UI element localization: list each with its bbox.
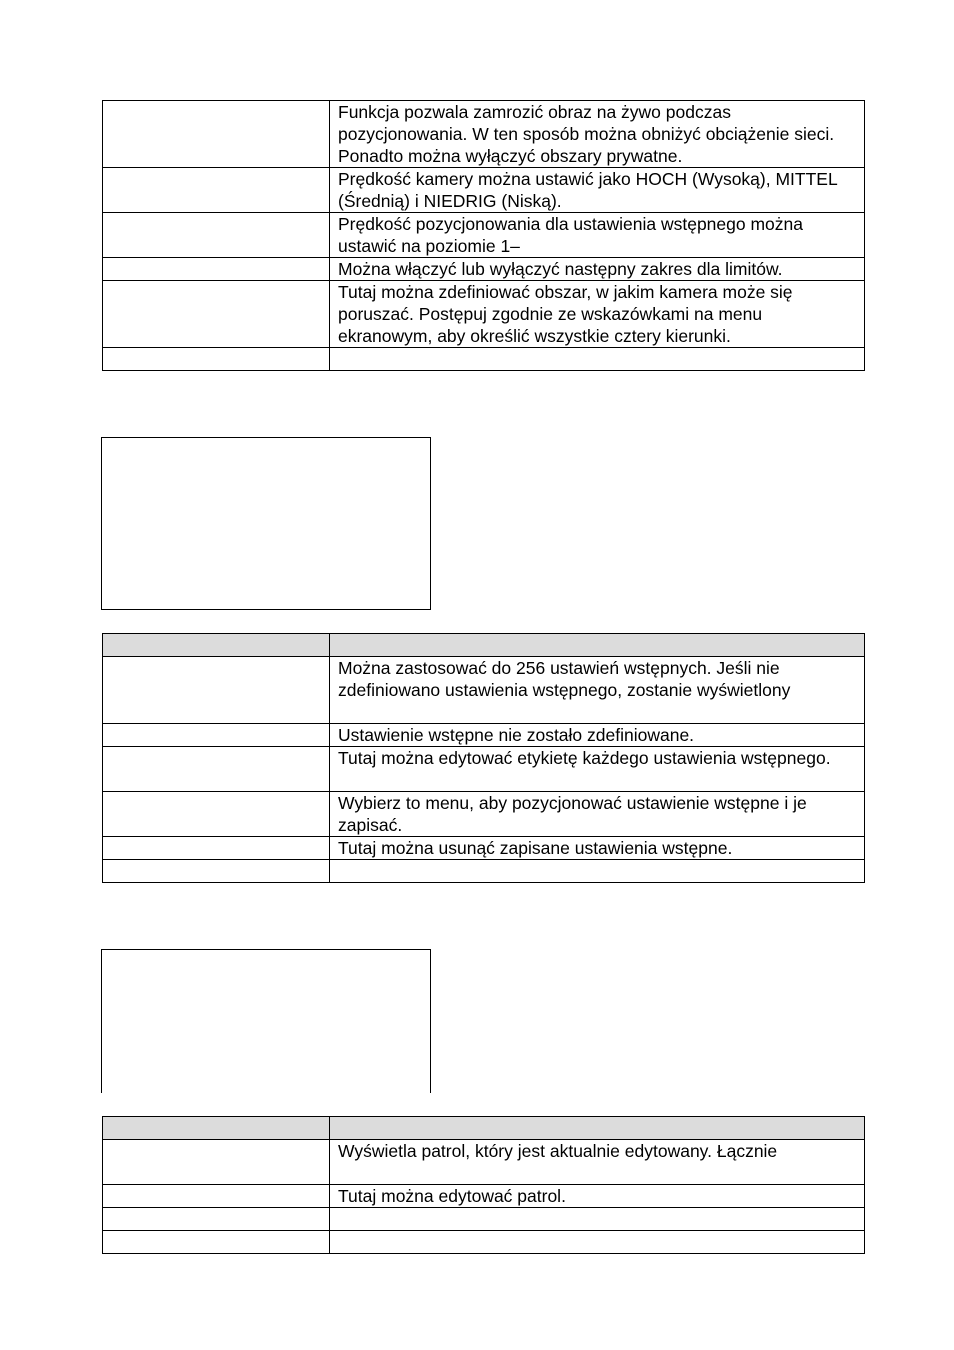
row-description: Tutaj można edytować etykietę każdego ustawienia wstępnego. [330, 747, 865, 792]
settings-table-2 [102, 633, 865, 883]
table-header-row [103, 634, 865, 657]
row-description [330, 1231, 865, 1254]
table-row [103, 213, 865, 258]
row-description [330, 348, 865, 371]
row-description [330, 860, 865, 883]
row-description: Wybierz to menu, aby pozycjonować ustawienie wstępne i je zapisać. [330, 792, 865, 837]
row-label [103, 1140, 330, 1185]
table-row [103, 168, 865, 213]
menu-screenshot-frame [101, 949, 431, 1093]
table-row [103, 860, 865, 883]
table-row [103, 281, 865, 348]
table-row [103, 258, 865, 281]
row-description [330, 1208, 865, 1231]
row-label [103, 724, 330, 747]
row-description: Ustawienie wstępne nie zostało zdefiniowane. [330, 724, 865, 747]
settings-table-1 [102, 100, 865, 371]
header-label [103, 1117, 330, 1140]
table-row [103, 657, 865, 724]
row-label [103, 1185, 330, 1208]
row-description: Wyświetla patrol, który jest aktualnie edytowany. Łącznie [330, 1140, 865, 1185]
table-row [103, 792, 865, 837]
row-label [103, 258, 330, 281]
row-label [103, 213, 330, 258]
row-label [103, 747, 330, 792]
menu-screenshot-frame [101, 437, 431, 610]
row-label [103, 657, 330, 724]
table-row [103, 101, 865, 168]
row-label [103, 348, 330, 371]
settings-table-3 [102, 1116, 865, 1254]
table-row [103, 837, 865, 860]
header-description [330, 634, 865, 657]
row-description: Tutaj można zdefiniować obszar, w jakim kamera może się poruszać. Postępuj zgodnie ze wskazówkami na menu ekranowym, aby określić wszystkie cztery kierunki. [330, 281, 865, 348]
table-row [103, 348, 865, 371]
table-row [103, 724, 865, 747]
row-label [103, 860, 330, 883]
row-description: Można zastosować do 256 ustawień wstępnych. Jeśli nie zdefiniowano ustawienia wstępnego, zostanie wyświetlony [330, 657, 865, 724]
row-label [103, 837, 330, 860]
row-label [103, 792, 330, 837]
table-row [103, 1185, 865, 1208]
row-label [103, 101, 330, 168]
header-description [330, 1117, 865, 1140]
row-description: Prędkość pozycjonowania dla ustawienia wstępnego można ustawić na poziomie 1– [330, 213, 865, 258]
table-header-row [103, 1117, 865, 1140]
table-row [103, 747, 865, 792]
row-label [103, 1231, 330, 1254]
row-description: Funkcja pozwala zamrozić obraz na żywo podczas pozycjonowania. W ten sposób można obniżyć obciążenie sieci. Ponadto można wyłączyć obszary prywatne. [330, 101, 865, 168]
row-description: Można włączyć lub wyłączyć następny zakres dla limitów. [330, 258, 865, 281]
header-label [103, 634, 330, 657]
row-label [103, 168, 330, 213]
row-description: Prędkość kamery można ustawić jako HOCH (Wysoką), MITTEL (Średnią) i NIEDRIG (Niską). [330, 168, 865, 213]
row-label [103, 1208, 330, 1231]
row-description: Tutaj można edytować patrol. [330, 1185, 865, 1208]
table-row [103, 1231, 865, 1254]
table-row [103, 1208, 865, 1231]
row-description: Tutaj można usunąć zapisane ustawienia wstępne. [330, 837, 865, 860]
table-row [103, 1140, 865, 1185]
row-label [103, 281, 330, 348]
